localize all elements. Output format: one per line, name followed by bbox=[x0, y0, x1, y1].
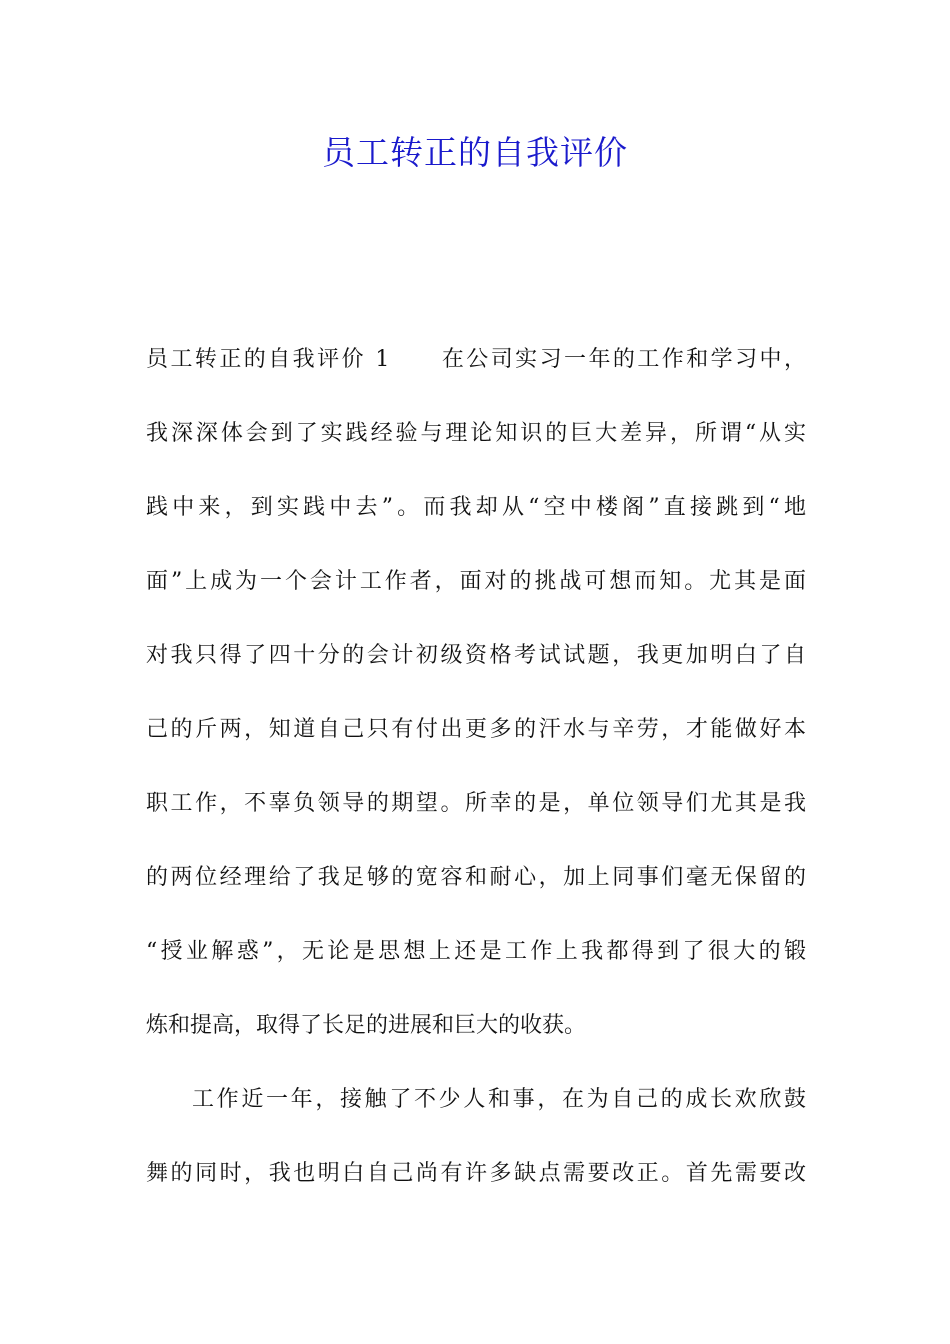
paragraph-1-line-1 bbox=[146, 323, 806, 397]
paragraph-1-line-7: 职工作，不辜负领导的期望。所幸的是，单位领导们尤其是我 bbox=[146, 791, 806, 816]
document-body bbox=[146, 323, 806, 1211]
paragraph-1-line-9: “授业解惑”，无论是思想上还是工作上我都得到了很大的锻 bbox=[146, 939, 806, 964]
paragraph-1-line-3: 践中来，到实践中去”。而我却从“空中楼阁”直接跳到“地 bbox=[146, 495, 806, 520]
paragraph-1-line-2: 我深深体会到了实践经验与理论知识的巨大差异，所谓“从实 bbox=[146, 421, 806, 446]
paragraph-1-line-4: 面”上成为一个会计工作者，面对的挑战可想而知。尤其是面 bbox=[146, 569, 806, 594]
paragraph-1-line-8: 的两位经理给了我足够的宽容和耐心，加上同事们毫无保留的 bbox=[146, 865, 806, 890]
paragraph-2-line-1: 工作近一年，接触了不少人和事，在为自己的成长欢欣鼓 bbox=[192, 1087, 806, 1112]
document-title: 员工转正的自我评价 bbox=[322, 133, 628, 172]
paragraph-1-line-10: 炼和提高，取得了长足的进展和巨大的收获。 bbox=[146, 1013, 587, 1038]
paragraph-2-line-2: 舞的同时，我也明白自己尚有许多缺点需要改正。首先需要改 bbox=[146, 1161, 806, 1186]
paragraph-1-line-5: 对我只得了四十分的会计初级资格考试试题，我更加明白了自 bbox=[146, 643, 806, 668]
paragraph-1-line-1-text: 在公司实习一年的工作和学习中， bbox=[439, 347, 806, 372]
paragraph-1-line-6: 己的斤两，知道自己只有付出更多的汗水与辛劳，才能做好本 bbox=[146, 717, 806, 742]
section-heading: 员工转正的自我评价 1 bbox=[146, 347, 390, 372]
